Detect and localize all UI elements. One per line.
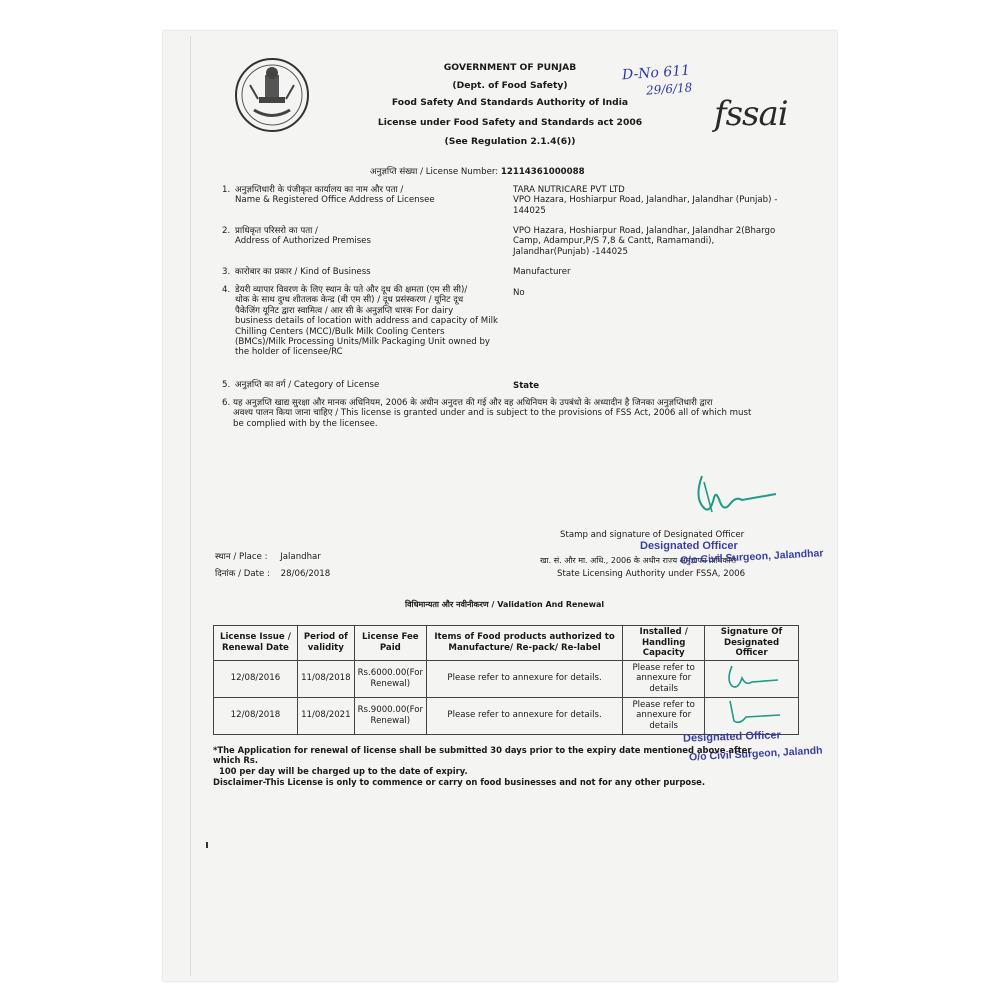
handwritten-dispatch-number: D-No 611	[621, 62, 691, 84]
cell-validity: 11/08/2021	[297, 697, 354, 734]
licensee-name: TARA NUTRICARE PVT LTD	[513, 185, 625, 195]
renewal-note-line: 100 per day will be charged up to the date of expiry.	[219, 765, 468, 776]
item-1-label	[235, 185, 505, 206]
license-category: State	[513, 381, 540, 391]
item-2-value	[513, 226, 808, 257]
renewal-signature-icon	[722, 662, 782, 692]
cell-validity: 11/08/2018	[297, 660, 354, 697]
item-2-label-english: Address of Authorized Premises	[235, 236, 371, 247]
premises-address-line-1: VPO Hazara, Hoshiarpur Road, Jalandhar, Jalandhar 2(Bhargo	[513, 226, 776, 236]
item-2-number: 2.	[222, 226, 231, 236]
renewal-officer-stamp: Designated Officer	[682, 729, 781, 745]
cell-fee: Rs.6000.00(For Renewal)	[354, 660, 426, 697]
date-row	[215, 569, 330, 579]
authority-title: Food Safety And Standards Authority of India	[391, 97, 629, 108]
item-3-label: कारोबार का प्रकार / Kind of Business	[235, 267, 371, 277]
item-1-label-english: Name & Registered Office Address of Licensee	[235, 195, 435, 206]
item-6-text-line: यह अनुज्ञप्ति खाद्य सुरक्षा और मानक अधिनियम, 2006 के अधीन अनुदत्त की गई और वह अधिनियम के उपबंधो के अध्यादीन है जिनका अनुज्ञप्तिधारी द्वारा	[233, 398, 713, 408]
disclaimer: Disclaimer-This License is only to commence or carry on food businesses and not for any other purpose.	[213, 777, 706, 787]
date-label: दिनांक / Date :	[215, 569, 270, 579]
civil-surgeon-stamp: O/o Civil Surgeon, Jalandhar	[679, 547, 824, 567]
cell-fee: Rs.9000.00(For Renewal)	[354, 697, 426, 734]
dept-title: (Dept. of Food Safety)	[452, 80, 568, 91]
item-4-label-line: थोक के साथ दुग्ध शीतलक केन्द्र (बी एम सी) / दूध प्रसंस्करण / यूनिट दूध	[235, 295, 464, 306]
col-header-fee: License Fee Paid	[354, 626, 426, 661]
item-6-text-line: अवश्य पालन किया जाना चाहिए / This license is granted under and is subject to the provisions of FSS Act, 2006 all of which must	[233, 408, 752, 419]
place-row	[215, 552, 321, 562]
renewal-note-line: which Rs.	[213, 755, 259, 766]
signature-hindi-line: खा. सं. और मा. अधि., 2006 के अधीन राज्य अनुज्ञापन प्राधिकारी	[540, 556, 737, 565]
state-licensing-authority: State Licensing Authority under FSSA, 2006	[557, 569, 746, 579]
item-4-label	[235, 285, 510, 358]
item-5-number: 5.	[222, 380, 231, 390]
item-4-number: 4.	[222, 285, 231, 295]
renewal-note	[213, 745, 803, 776]
item-4-label-line: business details of location with address and capacity of Milk	[235, 316, 498, 327]
item-2-label	[235, 226, 505, 247]
premises-address-line-3: Jalandhar(Punjab) -144025	[513, 246, 628, 257]
cell-signature	[705, 660, 799, 697]
col-header-validity: Period of validity	[297, 626, 354, 661]
place-value: Jalandhar	[280, 552, 321, 562]
item-6-text-line: be complied with by the licensee.	[233, 418, 378, 429]
table-row	[214, 697, 799, 734]
license-number-row	[370, 167, 585, 177]
fssai-logo: fssai	[714, 94, 788, 134]
ink-mark	[206, 842, 208, 848]
officer-signature-icon	[690, 468, 780, 528]
col-header-signature: Signature Of Designated Officer	[705, 626, 799, 661]
item-6-number: 6.	[222, 398, 231, 408]
dairy-details: No	[513, 288, 525, 298]
cell-items: Please refer to annexure for details.	[426, 660, 622, 697]
col-header-issue-date: License Issue / Renewal Date	[214, 626, 298, 661]
cell-capacity: Please refer to annexure for details	[623, 660, 705, 697]
renewal-section-title: विधिमान्यता और नवीनीकरण / Validation And Renewal	[405, 600, 605, 609]
table-header-row	[214, 626, 799, 661]
item-4-label-line: the holder of licensee/RC	[235, 347, 343, 358]
col-header-items: Items of Food products authorized to Manufacture/ Re-pack/ Re-label	[426, 626, 622, 661]
item-1-value	[513, 185, 808, 216]
renewal-note-line: *The Application for renewal of license shall be submitted 30 days prior to the expiry date mentioned above after	[213, 745, 752, 755]
item-4-label-line: पैकेजिंग यूनिट द्वारा स्वामित्व / आर सी के अनुज्ञप्ति धारक For dairy	[235, 305, 454, 316]
item-4-label-line: (BMCs)/Milk Processing Units/Milk Packaging Unit owned by	[235, 337, 491, 348]
item-4-label-line: डेयरी व्यापार विवरण के लिए स्थान के पते और दूध की क्षमता (एम सी सी)/	[235, 285, 468, 295]
renewal-table	[213, 625, 799, 735]
license-number: 12114361000088	[500, 167, 585, 177]
item-1-label-hindi: अनुज्ञप्तिधारी के पंजीकृत कार्यालय का नाम और पता /	[235, 185, 404, 195]
col-header-capacity: Installed / Handling Capacity	[623, 626, 705, 661]
item-2-label-hindi: प्राधिकृत परिसरो का पता /	[235, 226, 318, 236]
cell-capacity: Please refer to annexure for details	[623, 697, 705, 734]
renewal-signature-icon	[722, 699, 782, 729]
govt-title: GOVERNMENT OF PUNJAB	[443, 62, 577, 73]
licensee-address-pin: 144025	[513, 205, 546, 216]
cell-items: Please refer to annexure for details.	[426, 697, 622, 734]
license-act-title: License under Food Safety and Standards act 2006	[377, 117, 643, 128]
licensee-address-line: VPO Hazara, Hoshiarpur Road, Jalandhar, Jalandhar (Punjab) -	[513, 195, 778, 206]
item-1-number: 1.	[222, 185, 231, 195]
item-3-number: 3.	[222, 267, 231, 277]
place-label: स्थान / Place :	[215, 552, 268, 562]
premises-address-line-2: Camp, Adampur,P/S 7,8 & Cantt, Ramamandi),	[513, 236, 715, 247]
cell-issue-date: 12/08/2018	[214, 697, 298, 734]
kind-of-business: Manufacturer	[513, 267, 571, 277]
stamp-signature-label: Stamp and signature of Designated Officer	[560, 530, 745, 540]
date-value: 28/06/2018	[280, 569, 331, 579]
item-5-label: अनुज्ञप्ति का वर्ग / Category of License	[235, 380, 380, 390]
renewal-civil-surgeon-stamp: O/o Civil Surgeon, Jalandh	[688, 744, 823, 764]
regulation-ref: (See Regulation 2.1.4(6))	[444, 136, 576, 147]
item-4-label-line: Chilling Centers (MCC)/Bulk Milk Cooling Centers	[235, 326, 445, 337]
designated-officer-stamp: Designated Officer	[640, 540, 738, 552]
cell-issue-date: 12/08/2016	[214, 660, 298, 697]
paper-fold-edge	[190, 36, 191, 976]
license-number-label: अनुज्ञप्ति संख्या / License Number:	[370, 167, 499, 177]
punjab-emblem-icon	[232, 55, 312, 135]
handwritten-dispatch-date: 29/6/18	[645, 80, 693, 98]
cell-signature	[705, 697, 799, 734]
table-row	[214, 660, 799, 697]
item-6-text	[233, 398, 823, 429]
